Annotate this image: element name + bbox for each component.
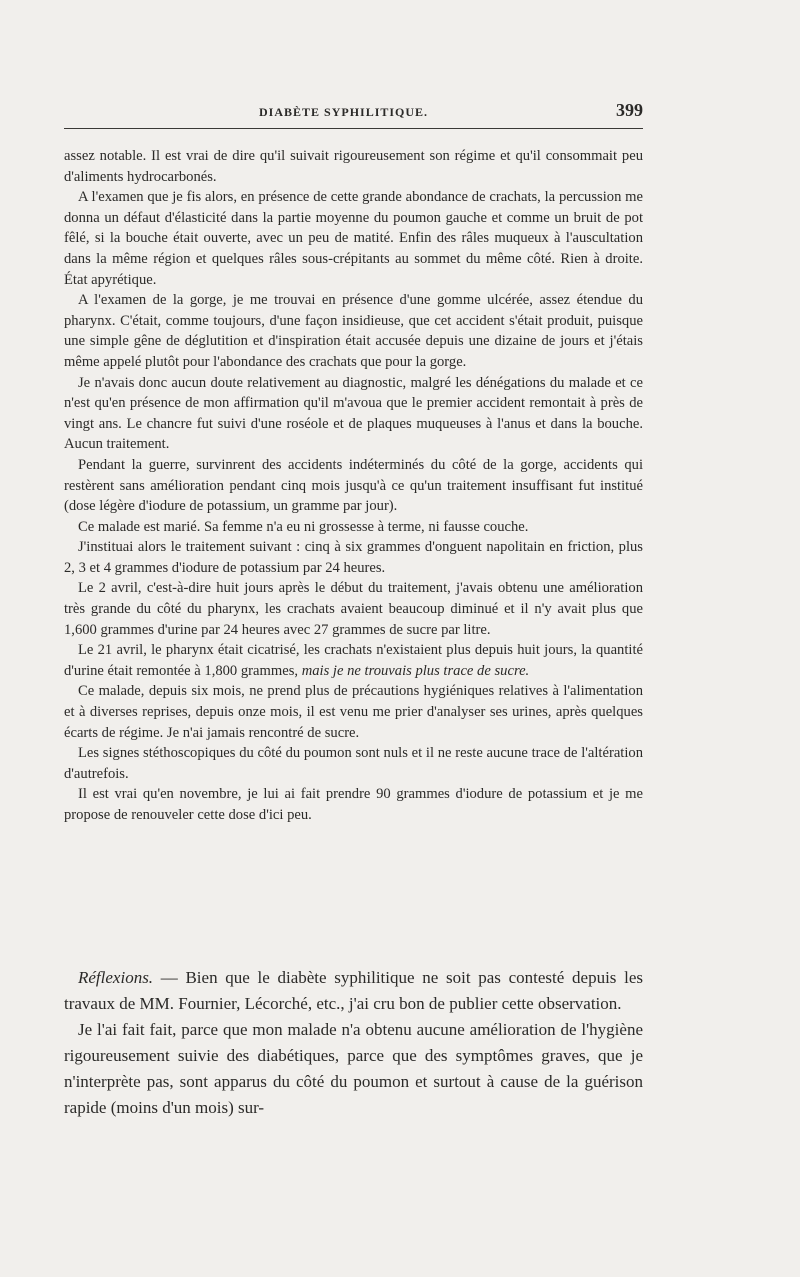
paragraph-3: A l'examen de la gorge, je me trouvai en présence d'une gomme ulcérée, assez étendue du pharynx. C'était, comme toujours, d'une façon insidieuse, que cet accident s'était produit, puisque une simple gêne de déglutition et d'inspiration était accusée depuis une dizaine de jours et j'étais même appelé plutôt pour l'abondance des crachats que pour la gorge.	[64, 292, 643, 370]
paragraph-5: Pendant la guerre, survinrent des accidents indéterminés du côté de la gorge, accidents qui restèrent sans amélioration pendant cinq mois jusqu'à ce qu'un traitement insuffisant fut institué (dose légère d'iodure de potassium, un gramme par jour).	[64, 456, 643, 515]
paragraph-7: J'instituai alors le traitement suivant : cinq à six grammes d'onguent napolitain en friction, plus 2, 3 et 4 grammes d'iodure de potassium par 24 heures.	[64, 539, 643, 576]
reflexions-label: Réflexions.	[78, 968, 154, 987]
reflexions-paragraph-1	[64, 965, 643, 1017]
paragraph-9	[64, 640, 643, 681]
paragraph-12: Il est vrai qu'en novembre, je lui ai fait prendre 90 grammes d'iodure de potassium et je me propose de renouveler cette dose d'ici peu.	[64, 786, 643, 823]
reflexions-section	[64, 965, 643, 1121]
running-title: DIABÈTE SYPHILITIQUE.	[259, 105, 429, 119]
paragraph-6: Ce malade est marié. Sa femme n'a eu ni grossesse à terme, ni fausse couche.	[78, 518, 529, 535]
paragraph-8: Le 2 avril, c'est-à-dire huit jours après le début du traitement, j'avais obtenu une amélioration très grande du côté du pharynx, les crachats avaient beaucoup diminué et il n'y avait plus que 1,600 grammes d'urine par 24 heures avec 27 grammes de sucre par litre.	[64, 580, 643, 638]
paragraph-4: Je n'avais donc aucun doute relativement au diagnostic, malgré les dénégations du malade et ce n'est qu'en présence de mon affirmation qu'il m'avoua que le premier accident remontait à près de vingt ans. Le chancre fut suivi d'une roséole et de plaques muqueuses à l'anus et dans la bouche. Aucun traitement.	[64, 374, 643, 453]
reflexions-paragraph-2: Je l'ai fait fait, parce que mon malade n'a obtenu aucune amélioration de l'hygiène rigoureusement suivie des diabétiques, parce que des symptômes graves, que je n'interprète pas, sont apparus du côté du poumon et surtout à cause de la guérison rapide (moins d'un mois) sur-	[64, 1020, 643, 1117]
paragraph-1: assez notable. Il est vrai de dire qu'il suivait rigoureusement son régime et qu'il consommait peu d'aliments hydrocarbonés.	[64, 148, 643, 185]
paragraph-9-text: Le 21 avril, le pharynx était cicatrisé, les crachats n'existaient plus depuis huit jours, la quantité d'urine était remontée à 1,800 grammes,	[64, 642, 643, 679]
page-number: 399	[616, 100, 643, 120]
reflexions-text: — Bien que le diabète syphilitique ne soit pas contesté depuis les travaux de MM. Fournier, Lécorché, etc., j'ai cru bon de publier cette observation.	[64, 968, 643, 1013]
paragraph-11: Les signes stéthoscopiques du côté du poumon sont nuls et il ne reste aucune trace de l'altération d'autrefois.	[64, 745, 643, 782]
body-text	[64, 146, 643, 826]
paragraph-10: Ce malade, depuis six mois, ne prend plus de précautions hygiéniques relatives à l'alimentation et à diverses reprises, depuis onze mois, il est venu me prier d'analyser ses urines, après quelques écarts de régime. Je n'ai jamais rencontré de sucre.	[64, 683, 643, 741]
paragraph-9-italic: mais je ne trouvais plus trace de sucre.	[301, 662, 530, 679]
paragraph-2: A l'examen que je fis alors, en présence de cette grande abondance de crachats, la percussion me donna un défaut d'élasticité dans la partie moyenne du poumon gauche et comme un bruit de pot fêlé, si la bouche était ouverte, avec un peu de matité. Enfin des râles muqueux à l'auscultation dans la même région et quelques râles sous-crépitants au sommet du même côté. Rien à droite. État apyrétique.	[64, 189, 643, 288]
page-header	[64, 98, 643, 129]
